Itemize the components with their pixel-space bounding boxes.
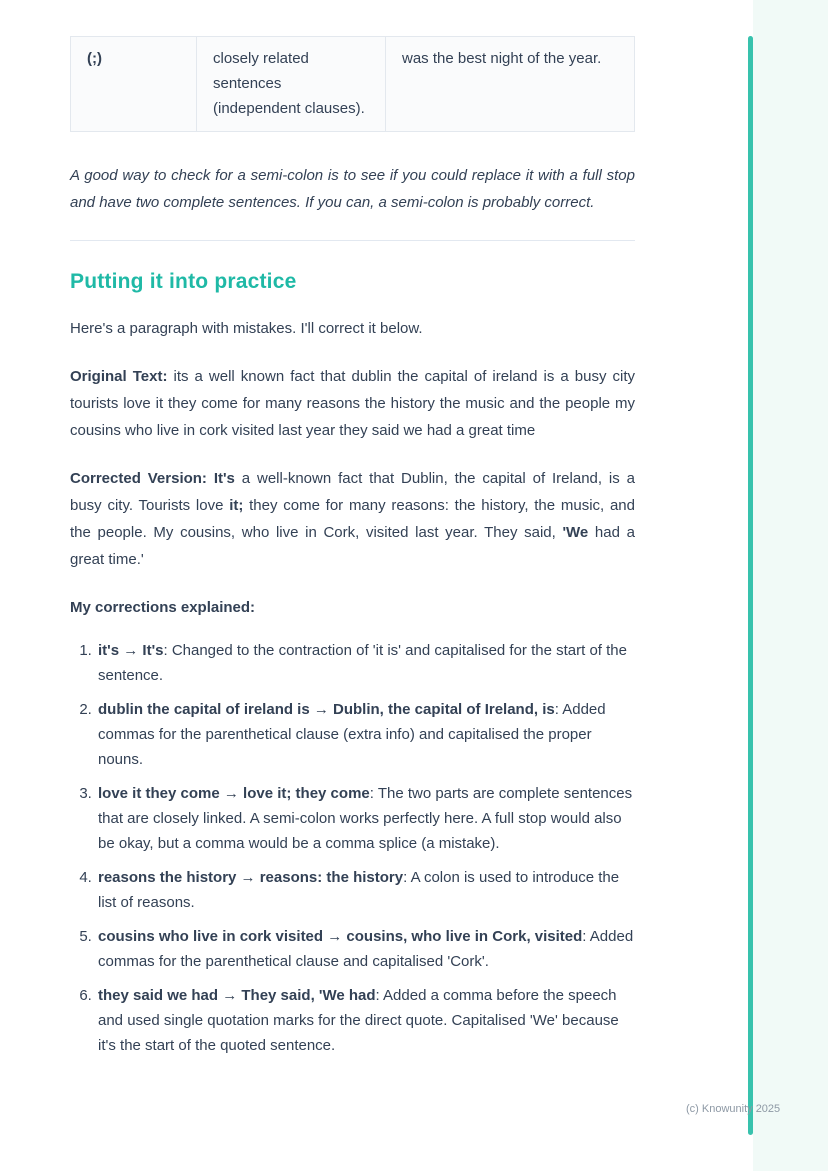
intro-paragraph: Here's a paragraph with mistakes. I'll correct it below.	[70, 320, 423, 337]
table-row	[71, 37, 635, 132]
tip-paragraph: A good way to check for a semi-colon is to see if you could replace it with a full stop and have two complete sentences. If you can, a semi-colon is probably correct.	[70, 167, 635, 211]
corrections-heading: My corrections explained:	[70, 599, 256, 616]
corrected-version-paragraph: Corrected Version: It's a well-known fact that Dublin, the capital of Ireland, is a busy city. Tourists love it; they come for many reasons: the history, the music, and the people. My cousins, who live in Cork, visited last year. They said, 'We had a great time.'	[70, 470, 635, 568]
list-item: 3. love it they come → love it; they come: The two parts are complete sentences that are closely linked. A semi-colon works perfectly here. A full stop would also be okay, but a comma would be a comma splice (a mistake).	[96, 781, 635, 856]
watermark: (c) Knowunity 2025	[686, 1103, 781, 1115]
list-item: 5. cousins who live in cork visited → cousins, who live in Cork, visited: Added commas for the parenthetical clause and capitalised 'Cork'.	[96, 924, 635, 974]
list-item: 6. they said we had → They said, 'We had: Added a comma before the speech and used single quotation marks for the direct quote. Capitalised 'We' because it's the start of the quoted sentence.	[96, 983, 635, 1058]
list-item: 2. dublin the capital of ireland is → Dublin, the capital of Ireland, is: Added commas for the parenthetical clause (extra info) and capitalised the proper nouns.	[96, 697, 635, 772]
section-heading: Putting it into practice	[70, 270, 297, 293]
document-page	[70, 36, 635, 1067]
section-divider	[70, 240, 635, 241]
table-cell-symbol: (;)	[71, 37, 197, 132]
table-cell-usage: closely related sentences (independent clauses).	[197, 37, 386, 132]
list-item: 1. it's → It's: Changed to the contraction of 'it is' and capitalised for the start of the sentence.	[96, 638, 635, 688]
page-margin-tint	[753, 0, 828, 1171]
list-item: 4. reasons the history → reasons: the history: A colon is used to introduce the list of reasons.	[96, 865, 635, 915]
corrections-list	[70, 638, 635, 1058]
punctuation-reference-table	[70, 36, 635, 132]
table-cell-example: was the best night of the year.	[386, 37, 635, 132]
side-accent-bar	[748, 36, 753, 1135]
original-text-paragraph: Original Text: its a well known fact that dublin the capital of ireland is a busy city tourists love it they come for many reasons the history the music and the people my cousins who live in cork visited last year they said we had a great time	[70, 368, 635, 439]
